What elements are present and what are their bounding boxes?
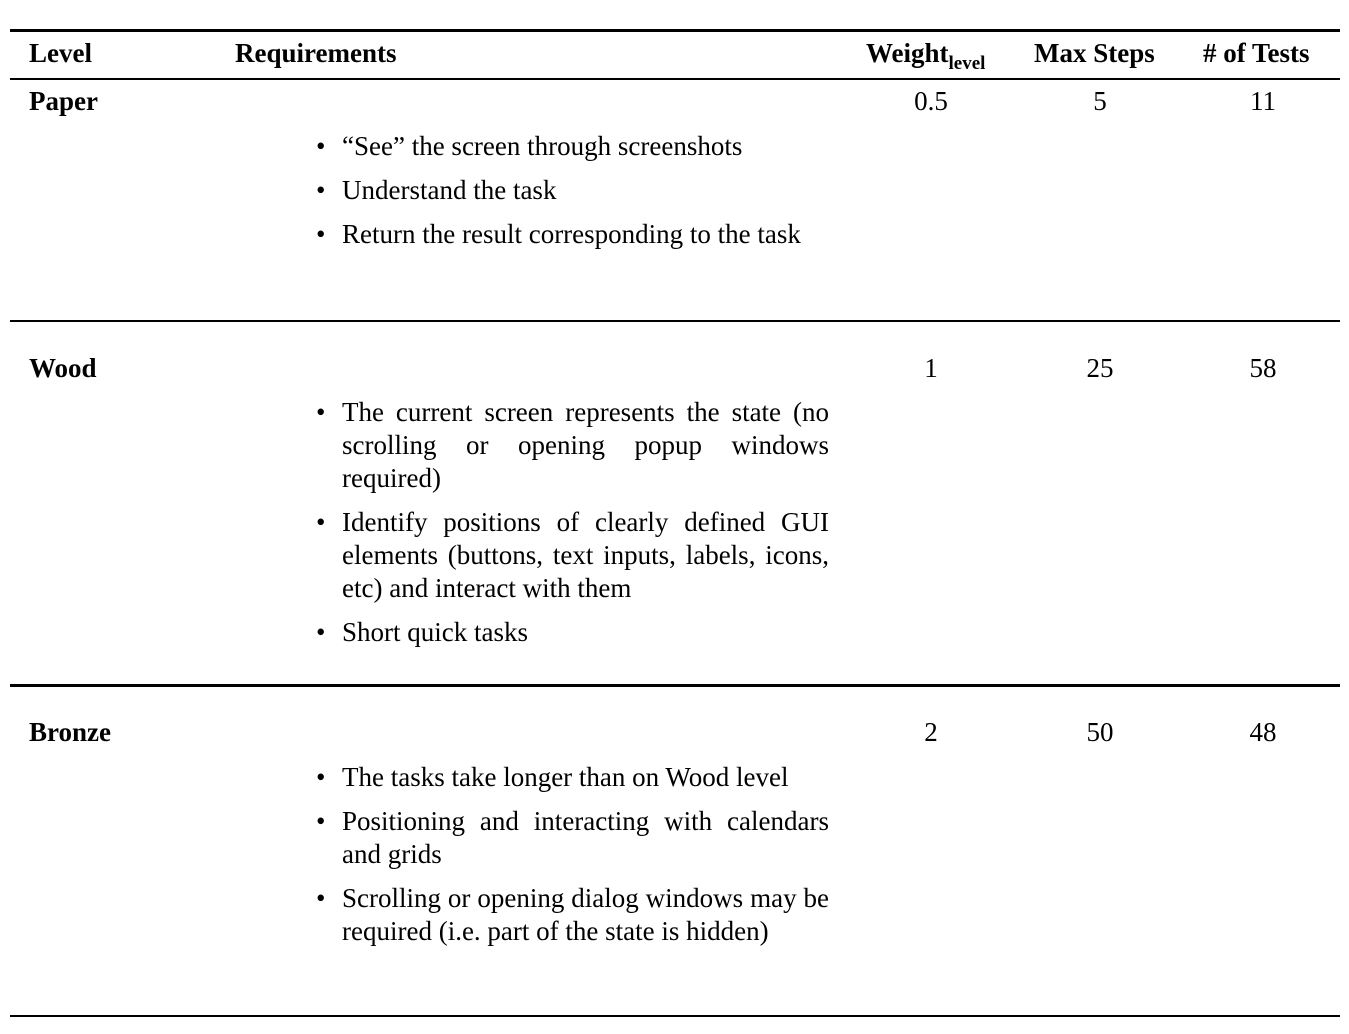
requirements-list — [314, 130, 829, 262]
requirement-item: • “See” the screen through screenshots — [314, 130, 829, 163]
header-weight-subscript: level — [948, 53, 986, 74]
requirements-list — [314, 761, 829, 959]
header-rule — [10, 78, 1340, 80]
row-rule — [10, 684, 1340, 687]
row-max-steps: 50 — [1086, 717, 1114, 747]
header-level: Level — [29, 38, 92, 68]
requirement-item: • Identify positions of clearly defined GUI elements (buttons, text inputs, labels, icons, etc) and interact with them — [314, 506, 829, 605]
table-top-rule — [10, 29, 1340, 32]
header-requirements: Requirements — [235, 38, 397, 68]
requirement-item: • Short quick tasks — [314, 616, 829, 649]
row-weight: 2 — [924, 717, 938, 747]
requirements-list — [314, 396, 829, 660]
row-level-name: Paper — [29, 86, 98, 116]
requirement-item: • Positioning and interacting with calendars and grids — [314, 805, 829, 871]
requirement-item: • Scrolling or opening dialog windows may be required (i.e. part of the state is hidden) — [314, 882, 829, 948]
requirement-item: • Return the result corresponding to the task — [314, 218, 829, 251]
row-max-steps: 5 — [1093, 86, 1107, 116]
requirement-item: • Understand the task — [314, 174, 829, 207]
row-num-tests: 48 — [1249, 717, 1277, 747]
header-weight-label: Weight — [866, 38, 949, 68]
row-max-steps: 25 — [1086, 353, 1114, 383]
row-level-name: Wood — [29, 353, 97, 383]
row-level-name: Bronze — [29, 717, 111, 747]
row-rule — [10, 320, 1340, 322]
header-weight — [866, 37, 986, 74]
requirement-item: • The current screen represents the state (no scrolling or opening popup windows required) — [314, 396, 829, 495]
table-bottom-rule — [10, 1015, 1340, 1017]
row-weight: 1 — [924, 353, 938, 383]
header-max-steps: Max Steps — [1034, 38, 1155, 68]
row-weight: 0.5 — [914, 86, 948, 116]
requirement-item: • The tasks take longer than on Wood level — [314, 761, 829, 794]
header-num-tests: # of Tests — [1203, 38, 1310, 68]
row-num-tests: 11 — [1250, 86, 1276, 116]
row-num-tests: 58 — [1249, 353, 1277, 383]
